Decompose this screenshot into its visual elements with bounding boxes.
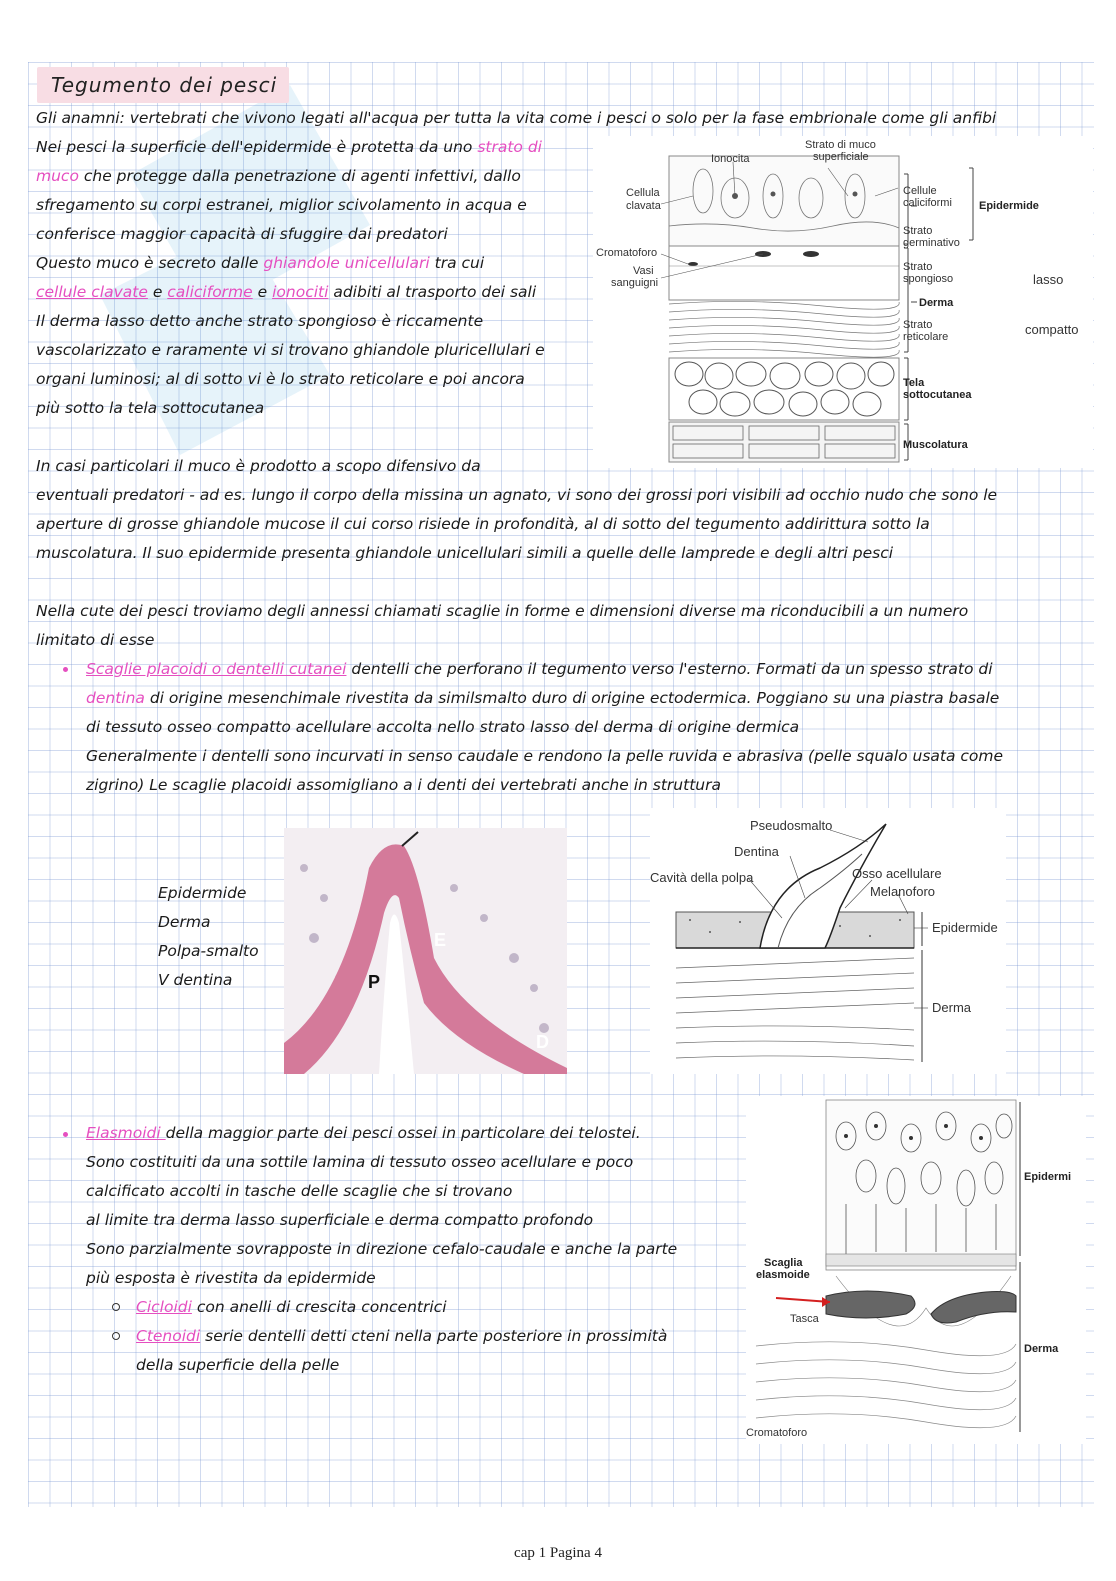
label-caliciformi: caliciformi <box>903 197 952 209</box>
micro-label-derma: Derma <box>158 913 211 931</box>
page-footer: cap 1 Pagina 4 <box>514 1545 602 1561</box>
link-caliciforme[interactable]: caliciforme <box>167 283 253 301</box>
page-title: Tegumento dei pesci <box>37 67 289 103</box>
micro-letter-d: D <box>536 1032 549 1052</box>
micro-letter-e: E <box>434 930 447 950</box>
text-line: organi luminosi; al di sotto vi è lo strato reticolare e poi ancora <box>36 370 525 388</box>
bullet-dot <box>63 1132 68 1137</box>
micro-letter-p: P <box>368 972 381 992</box>
label-sottocutanea: sottocutanea <box>903 389 972 401</box>
label-germinativo: germinativo <box>903 237 960 249</box>
text-line: Sono costituiti da una sottile lamina di tessuto osseo acellulare e poco <box>86 1153 634 1171</box>
text-line: limitato di esse <box>36 631 155 649</box>
label-melanoforo: Melanoforo <box>870 884 936 899</box>
label-pseudosmalto: Pseudosmalto <box>750 818 833 833</box>
text-line: Gli anamni: vertebrati che vivono legati all'acqua per tutta la vita come i pesci o solo per la fase embrionale come gli anfibi <box>36 109 997 127</box>
label-derma: Derma <box>919 297 954 309</box>
label-strato-muco: Strato di muco <box>805 139 876 151</box>
sub-bullet-circle <box>112 1303 120 1311</box>
figure-placoid-micrograph <box>284 828 567 1074</box>
label-cromatoforo: Cromatoforo <box>746 1427 808 1439</box>
label-strato-germ: Strato <box>903 225 933 237</box>
label-tasca: Tasca <box>790 1313 819 1325</box>
label-sanguigni: sanguigni <box>611 277 659 289</box>
text-line: eventuali predatori - ad es. lungo il corpo della missina un agnato, vi sono dei grossi pori visibili ad occhio nudo che sono le <box>36 486 998 504</box>
text-line: Ctenoidi serie dentelli detti cteni nella parte posteriore in prossimità <box>136 1327 668 1345</box>
label-strato-ret: Strato <box>903 319 933 331</box>
text-line: Nei pesci la superficie dell'epidermide è protetta da uno strato di <box>36 138 542 156</box>
text-line: Sono parzialmente sovrapposte in direzione cefalo-caudale e anche la parte <box>86 1240 678 1258</box>
label-muscolatura: Muscolatura <box>903 439 968 451</box>
label-cavita: Cavità della polpa <box>650 870 754 885</box>
text-line: conferisce maggior capacità di sfuggire dai predatori <box>36 225 448 243</box>
micro-label-polpa: Polpa-smalto <box>158 942 259 960</box>
term-muco: muco <box>36 167 79 185</box>
text-line: Generalmente i dentelli sono incurvati in senso caudale e rendono la pelle ruvida e abrasiva (pelle squalo usata come <box>86 747 1004 765</box>
text-line: Scaglie placoidi o dentelli cutanei dentelli che perforano il tegumento verso l'esterno. Formati da un spesso strato di <box>86 660 993 678</box>
term-ghiandole-unicellulari: ghiandole unicellulari <box>263 254 430 272</box>
label-ionocita: Ionocita <box>711 153 750 165</box>
sub-bullet-circle <box>112 1332 120 1340</box>
micro-label-dentina: V dentina <box>158 971 233 989</box>
figure-elasmoid-diagram <box>746 1096 1086 1444</box>
micro-label-epidermide: Epidermide <box>158 884 247 902</box>
text-line: sfregamento su corpi estranei, miglior scivolamento in acqua e <box>36 196 527 214</box>
label-epidermide: Epidermide <box>979 200 1039 212</box>
text-line: In casi particolari il muco è prodotto a scopo difensivo da <box>36 457 481 475</box>
label-cellula: Cellula <box>626 187 660 199</box>
text-line: più sotto la tela sottocutanea <box>36 399 265 417</box>
label-strato-spong: Strato <box>903 261 933 273</box>
text-line: Questo muco è secreto dalle ghiandole unicellulari tra cui <box>36 254 485 272</box>
label-compatto: compatto <box>1025 322 1079 337</box>
text-line: al limite tra derma lasso superficiale e derma compatto profondo <box>86 1211 594 1229</box>
label-tela: Tela <box>903 377 925 389</box>
label-scaglia: Scaglia <box>764 1257 803 1269</box>
label-epidermi: Epidermi <box>1024 1171 1072 1183</box>
link-cellule-clavate[interactable]: cellule clavate <box>36 283 148 301</box>
label-clavata: clavata <box>626 200 661 212</box>
text-line: dentina di origine mesenchimale rivestita da similsmalto duro di origine ectodermica. Poggiano su una piastra basale <box>86 689 1000 707</box>
link-cicloidi[interactable]: Cicloidi <box>136 1298 192 1316</box>
text-line: Elasmoidi della maggior parte dei pesci ossei in particolare dei telostei. <box>86 1124 641 1142</box>
label-osso: Osso acellulare <box>852 866 942 881</box>
term-dentina: dentina <box>86 689 145 707</box>
label-derma: Derma <box>1024 1343 1059 1355</box>
text-line: della superficie della pelle <box>136 1356 340 1374</box>
figure-tegument-layers <box>593 136 1093 468</box>
text-line: aperture di grosse ghiandole mucose il cui corso risiede in profondità, al di sotto del tegumento addirittura sotto la <box>36 515 930 533</box>
text-line: zigrino) Le scaglie placoidi assomigliano a i denti dei vertebrati anche in struttura <box>86 776 721 794</box>
link-ctenoidi[interactable]: Ctenoidi <box>136 1327 201 1345</box>
figure-placoid-diagram <box>650 808 1006 1074</box>
link-ionociti[interactable]: ionociti <box>272 283 329 301</box>
text-line: cellule clavate e caliciforme e ionociti adibiti al trasporto dei sali <box>36 283 537 301</box>
bullet-dot <box>63 667 68 672</box>
text-line: muscolatura. Il suo epidermide presenta ghiandole unicellulari simili a quelle delle lamprede e degli altri pesci <box>36 544 894 562</box>
text-line: Nella cute dei pesci troviamo degli annessi chiamati scaglie in forme e dimensioni diverse ma riconducibili a un numero <box>36 602 969 620</box>
link-scaglie-placoidi[interactable]: Scaglie placoidi o dentelli cutanei <box>86 660 347 678</box>
text-line: muco che protegge dalla penetrazione di agenti infettivi, dallo <box>36 167 521 185</box>
label-reticolare: reticolare <box>903 331 949 343</box>
text-line: vascolarizzato e raramente vi si trovano ghiandole pluricellulari e <box>36 341 545 359</box>
label-derma: Derma <box>932 1000 972 1015</box>
label-epidermide: Epidermide <box>932 920 998 935</box>
label-strato-muco-2: superficiale <box>813 151 869 163</box>
text-line: calcificato accolti in tasche delle scaglie che si trovano <box>86 1182 513 1200</box>
text-line: Cicloidi con anelli di crescita concentrici <box>136 1298 447 1316</box>
label-cromatoforo: Cromatoforo <box>596 247 658 259</box>
label-cellule: Cellule <box>903 185 937 197</box>
link-elasmoidi[interactable]: Elasmoidi <box>86 1124 166 1142</box>
text-line: più esposta è rivestita da epidermide <box>86 1269 376 1287</box>
text-line: Il derma lasso detto anche strato spongioso è riccamente <box>36 312 484 330</box>
text-line: di tessuto osseo compatto acellulare accolta nello strato lasso del derma di origine dermica <box>86 718 800 736</box>
label-spongioso: spongioso <box>903 273 954 285</box>
label-vasi: Vasi <box>633 265 654 277</box>
label-dentina: Dentina <box>734 844 779 859</box>
label-lasso: lasso <box>1033 272 1064 287</box>
label-elasmoide: elasmoide <box>756 1269 810 1281</box>
term-strato-di-muco: strato di <box>477 138 542 156</box>
